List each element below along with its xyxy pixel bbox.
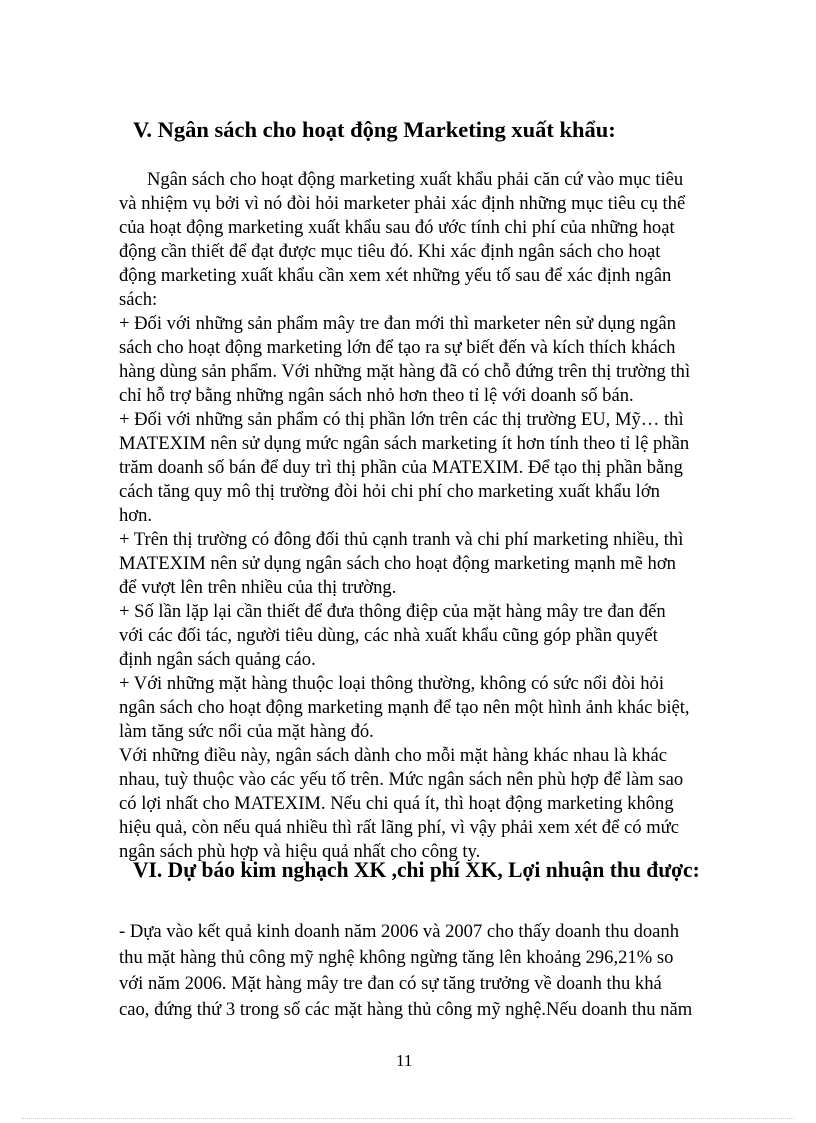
body-line: + Số lần lặp lại cần thiết để đưa thông điệp của mặt hàng mây tre đan đến (119, 601, 666, 622)
body-line: Ngân sách cho hoạt động marketing xuất khẩu phải căn cứ vào mục tiêu (147, 169, 684, 190)
body-line: - Dựa vào kết quả kinh doanh năm 2006 và 2007 cho thấy doanh thu doanh (119, 921, 680, 942)
body-line: có lợi nhất cho MATEXIM. Nếu chi quá ít, thì hoạt động marketing không (119, 793, 674, 814)
body-line: cách tăng quy mô thị trường đòi hỏi chi phí cho marketing xuất khẩu lớn (119, 481, 660, 502)
body-line: hàng dùng sản phẩm. Với những mặt hàng đã có chỗ đứng trên thị trường thì (119, 361, 691, 382)
body-line: động cần thiết để đạt được mục tiêu đó. Khi xác định ngân sách cho hoạt (119, 241, 661, 262)
body-line: MATEXIM nên sử dụng mức ngân sách marketing ít hơn tính theo tỉ lệ phần (119, 433, 690, 454)
body-line: định ngân sách quảng cáo. (119, 649, 316, 670)
body-line: sách: (119, 289, 158, 310)
body-line: làm tăng sức nổi của mặt hàng đó. (119, 721, 374, 742)
body-line: ngân sách phù hợp và hiệu quả nhất cho công ty. (119, 841, 481, 862)
page-number: 11 (396, 1051, 413, 1070)
page-bottom-divider (22, 1118, 794, 1119)
body-line: + Đối với những sản phẩm mây tre đan mới thì marketer nên sử dụng ngân (119, 313, 676, 334)
body-line: sách cho hoạt động marketing lớn để tạo ra sự biết đến và kích thích khách (119, 337, 676, 358)
body-line: với các đối tác, người tiêu dùng, các nhà xuất khẩu cũng góp phần quyết (119, 625, 658, 646)
body-line: trăm doanh số bán để duy trì thị phần của MATEXIM. Để tạo thị phần bằng (119, 457, 683, 478)
section-v-heading: V. Ngân sách cho hoạt động Marketing xuất khẩu: (133, 117, 616, 142)
body-line: hiệu quả, còn nếu quá nhiều thì rất lãng phí, vì vậy phải xem xét để có mức (119, 817, 679, 838)
body-line: ngân sách cho hoạt động marketing mạnh để tạo nên một hình ảnh khác biệt, (119, 697, 690, 718)
body-line: + Trên thị trường có đông đối thủ cạnh tranh và chi phí marketing nhiều, thì (119, 529, 684, 550)
section-vi-heading: VI. Dự báo kim nghạch XK ,chi phí XK, Lợi nhuận thu được: (133, 857, 700, 882)
body-line: của hoạt động marketing xuất khẩu sau đó ước tính chi phí của những hoạt (119, 217, 675, 238)
body-line: để vượt lên trên nhiều của thị trường. (119, 577, 397, 598)
body-line: động marketing xuất khẩu cần xem xét những yếu tố sau để xác định ngân (119, 265, 672, 286)
body-line: cao, đứng thứ 3 trong số các mặt hàng thủ công mỹ nghệ.Nếu doanh thu năm (119, 999, 693, 1020)
body-line: Với những điều này, ngân sách dành cho mỗi mặt hàng khác nhau là khác (119, 745, 667, 766)
body-line: chỉ hỗ trợ bằng những ngân sách nhỏ hơn theo tỉ lệ với doanh số bán. (119, 385, 634, 406)
body-line: + Với những mặt hàng thuộc loại thông thường, không có sức nổi đòi hỏi (119, 673, 664, 694)
body-line: thu mặt hàng thủ công mỹ nghệ không ngừng tăng lên khoảng 296,21% so (119, 947, 674, 968)
body-line: và nhiệm vụ bởi vì nó đòi hỏi marketer phải xác định những mục tiêu cụ thể (119, 193, 686, 214)
body-line: với năm 2006. Mặt hàng mây tre đan có sự tăng trưởng về doanh thu khá (119, 973, 662, 994)
body-line: MATEXIM nên sử dụng ngân sách cho hoạt động marketing mạnh mẽ hơn (119, 553, 676, 574)
body-line: nhau, tuỳ thuộc vào các yếu tố trên. Mức ngân sách nên phù hợp để làm sao (119, 769, 684, 790)
body-line: + Đối với những sản phẩm có thị phần lớn trên các thị trường EU, Mỹ… thì (119, 409, 684, 430)
body-line: hơn. (119, 505, 153, 526)
